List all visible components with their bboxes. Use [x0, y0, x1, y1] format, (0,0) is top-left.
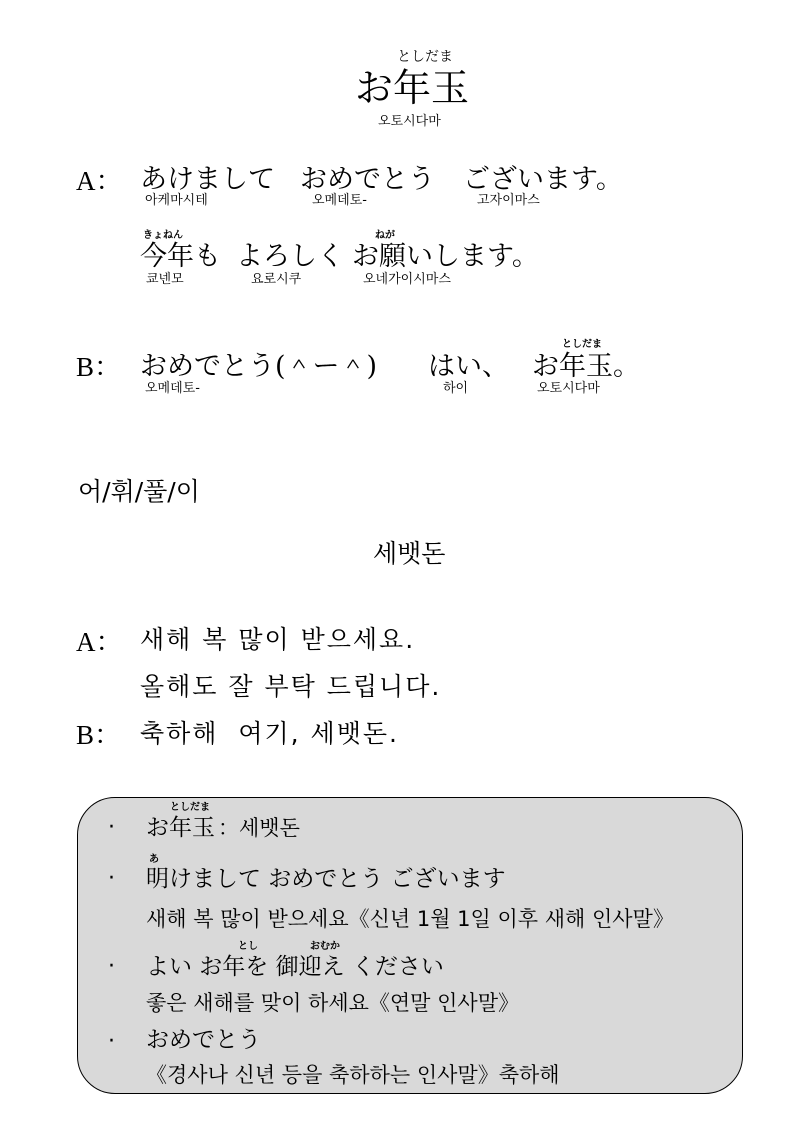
note1-ruby: としだま	[170, 802, 210, 813]
title-korean: 오토시다마	[378, 114, 441, 129]
jp-line1-reading1: 아케마시테	[145, 193, 208, 208]
bullet: ·	[108, 866, 115, 891]
jp-line1-phrase1: あけまして	[140, 164, 275, 195]
note3-ko: 좋은 새해를 맞이 하세요《연말 인사말》	[146, 991, 519, 1015]
jp-line1-reading3: 고자이마스	[477, 193, 540, 208]
jp-line3-phrase3: お年玉。	[532, 351, 640, 382]
note1-jp: お年玉	[146, 815, 215, 841]
title-ruby: としだま	[397, 49, 453, 65]
page-title: お年玉	[355, 66, 470, 110]
jp-line3-reading2: 하이	[443, 381, 469, 396]
jp-line3-ruby3: としだま	[562, 339, 602, 350]
vocab-word: 세뱃돈	[373, 539, 446, 568]
jp-line3-phrase1: おめでとう(＾ー＾)	[140, 351, 378, 382]
jp-line1-reading2: 오메데토-	[312, 193, 367, 208]
bullet: ·	[108, 815, 115, 840]
note3-ruby1: とし	[238, 941, 258, 952]
note3-jp: よい お年を 御迎え ください	[146, 954, 444, 980]
note2-ruby: あ	[149, 854, 159, 865]
speaker-b-ko: B：	[76, 720, 122, 750]
note4-jp: おめでとう	[146, 1027, 261, 1053]
speaker-a-jp: A：	[76, 166, 123, 196]
jp-line2-phrase3: お願いします。	[352, 241, 539, 272]
note1-ko: ：세뱃돈	[218, 816, 300, 840]
jp-line2-reading3: 오네가이시마스	[363, 272, 451, 287]
ko-line1: 새해 복 많이 받으세요.	[140, 625, 416, 654]
ko-line2: 올해도 잘 부탁 드립니다.	[140, 672, 442, 701]
jp-line2-ruby1: きょねん	[143, 230, 183, 241]
jp-line3-phrase2: はい、	[428, 351, 509, 382]
jp-line3-reading1: 오메데토-	[145, 381, 200, 396]
note2-jp: 明けまして おめでとう ございます	[146, 866, 506, 892]
note3-ruby2: おむか	[310, 941, 340, 952]
jp-line2-reading2: 요로시쿠	[251, 272, 302, 287]
ko-line3: 축하해 여기, 세뱃돈.	[140, 719, 399, 748]
note4-ko: 《경사나 신년 등을 축하하는 인사말》축하해	[146, 1063, 560, 1087]
vocab-heading: 어/휘/풀/이	[78, 477, 200, 506]
jp-line2-ruby3: ねが	[375, 230, 395, 241]
speaker-a-ko: A：	[76, 627, 123, 657]
bullet: ·	[108, 954, 115, 979]
jp-line3-reading3: 오토시다마	[537, 381, 600, 396]
jp-line1-phrase2: おめでとう	[300, 164, 435, 195]
bullet: ·	[108, 1029, 115, 1054]
note2-ko: 새해 복 많이 받으세요《신년 1월 1일 이후 새해 인사말》	[146, 907, 674, 931]
jp-line1-phrase3: ございます。	[463, 164, 623, 195]
speaker-b-jp: B：	[76, 352, 122, 382]
jp-line2-phrase1: 今年も	[140, 241, 221, 272]
jp-line2-phrase2: よろしく	[236, 241, 344, 272]
jp-line2-reading1: 쿄넨모	[146, 272, 184, 287]
